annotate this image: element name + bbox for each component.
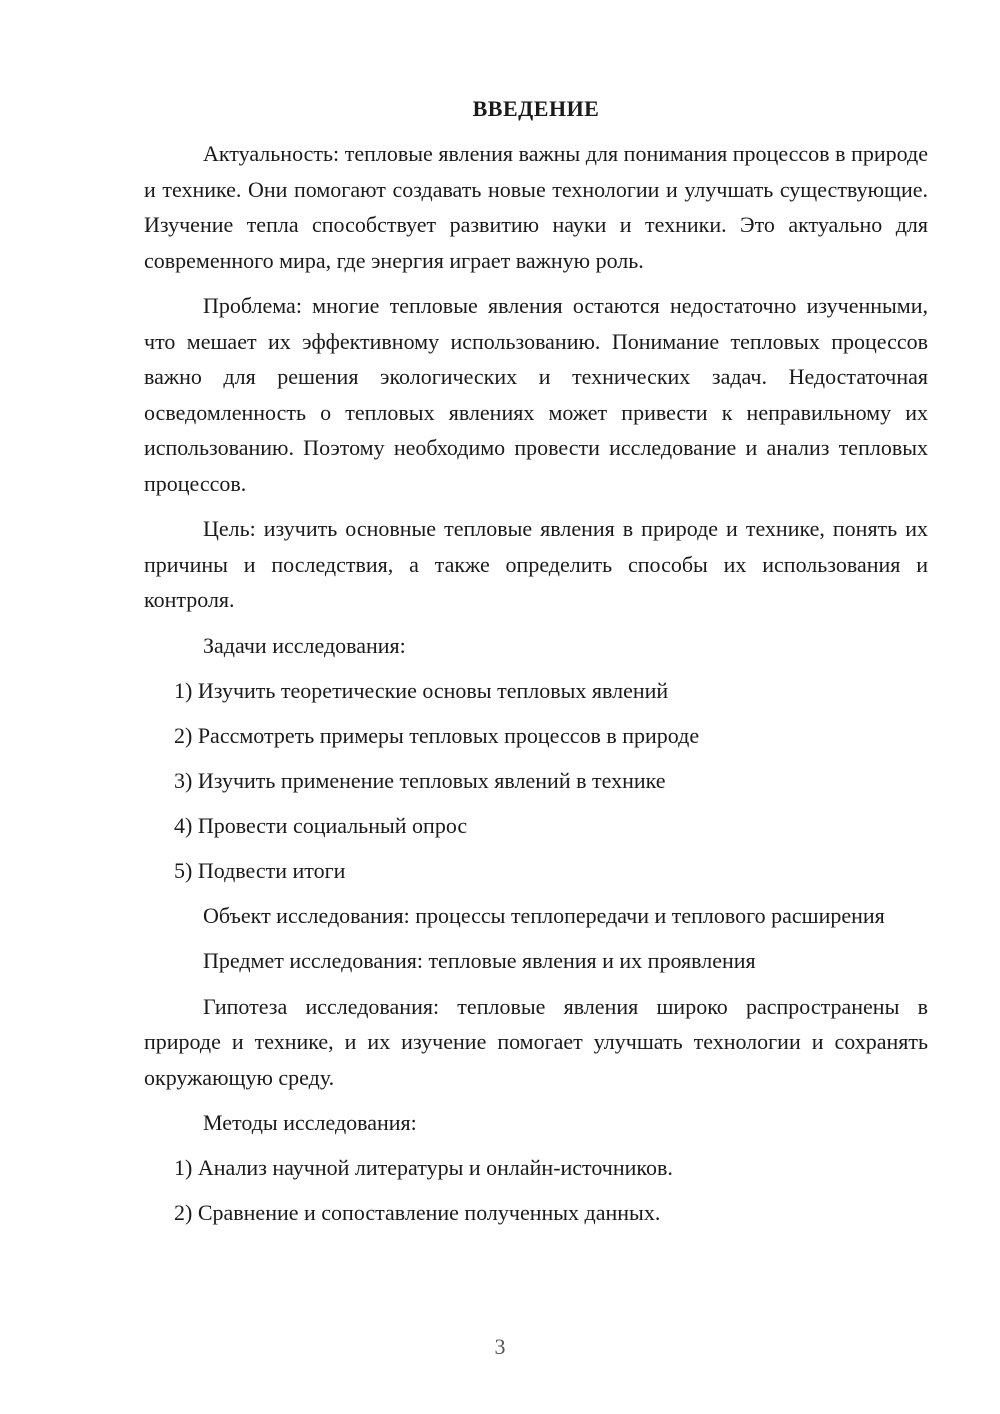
tasks-list bbox=[144, 673, 928, 888]
list-item: 1) Анализ научной литературы и онлайн-источников. bbox=[174, 1155, 673, 1180]
methods-list bbox=[144, 1150, 928, 1230]
subject-paragraph: Предмет исследования: тепловые явления и их проявления bbox=[203, 948, 756, 973]
problem-paragraph: Проблема: многие тепловые явления остаются недостаточно изученными, что мешает их эффективному использованию. Понимание тепловых процессов важно для решения экологических и технических задач. Недостаточная осведомленность о тепловых явлениях может привести к неправильному их использованию. Поэтому необходимо провести исследование и анализ тепловых процессов. bbox=[144, 293, 928, 496]
page-number: 3 bbox=[494, 1334, 506, 1359]
list-item: 2) Сравнение и сопоставление полученных данных. bbox=[174, 1200, 661, 1225]
document-page bbox=[144, 96, 928, 1240]
list-item: 2) Рассмотреть примеры тепловых процессов в природе bbox=[174, 722, 700, 748]
relevance-paragraph: Актуальность: тепловые явления важны для понимания процессов в природе и технике. Они помогают создавать новые технологии и улучшать существующие. Изучение тепла способствует развитию науки и техники. Это актуально для современного мира, где энергия играет важную роль. bbox=[144, 141, 928, 273]
tasks-heading: Задачи исследования: bbox=[203, 632, 406, 658]
list-item: 4) Провести социальный опрос bbox=[174, 812, 468, 838]
list-item: 5) Подвести итоги bbox=[174, 857, 346, 883]
methods-heading: Методы исследования: bbox=[203, 1110, 417, 1135]
list-item: 3) Изучить применение тепловых явлений в технике bbox=[174, 767, 666, 793]
object-paragraph: Объект исследования: процессы теплопередачи и теплового расширения bbox=[203, 902, 885, 928]
hypothesis-paragraph: Гипотеза исследования: тепловые явления широко распространены в природе и технике, и их изучение помогает улучшать технологии и сохранять окружающую среду. bbox=[144, 993, 928, 1090]
list-item: 1) Изучить теоретические основы тепловых явлений bbox=[174, 677, 669, 703]
section-title: ВВЕДЕНИЕ bbox=[472, 96, 600, 121]
goal-paragraph: Цель: изучить основные тепловые явления в природе и технике, понять их причины и последствия, а также определить способы их использования и контроля. bbox=[144, 516, 928, 612]
